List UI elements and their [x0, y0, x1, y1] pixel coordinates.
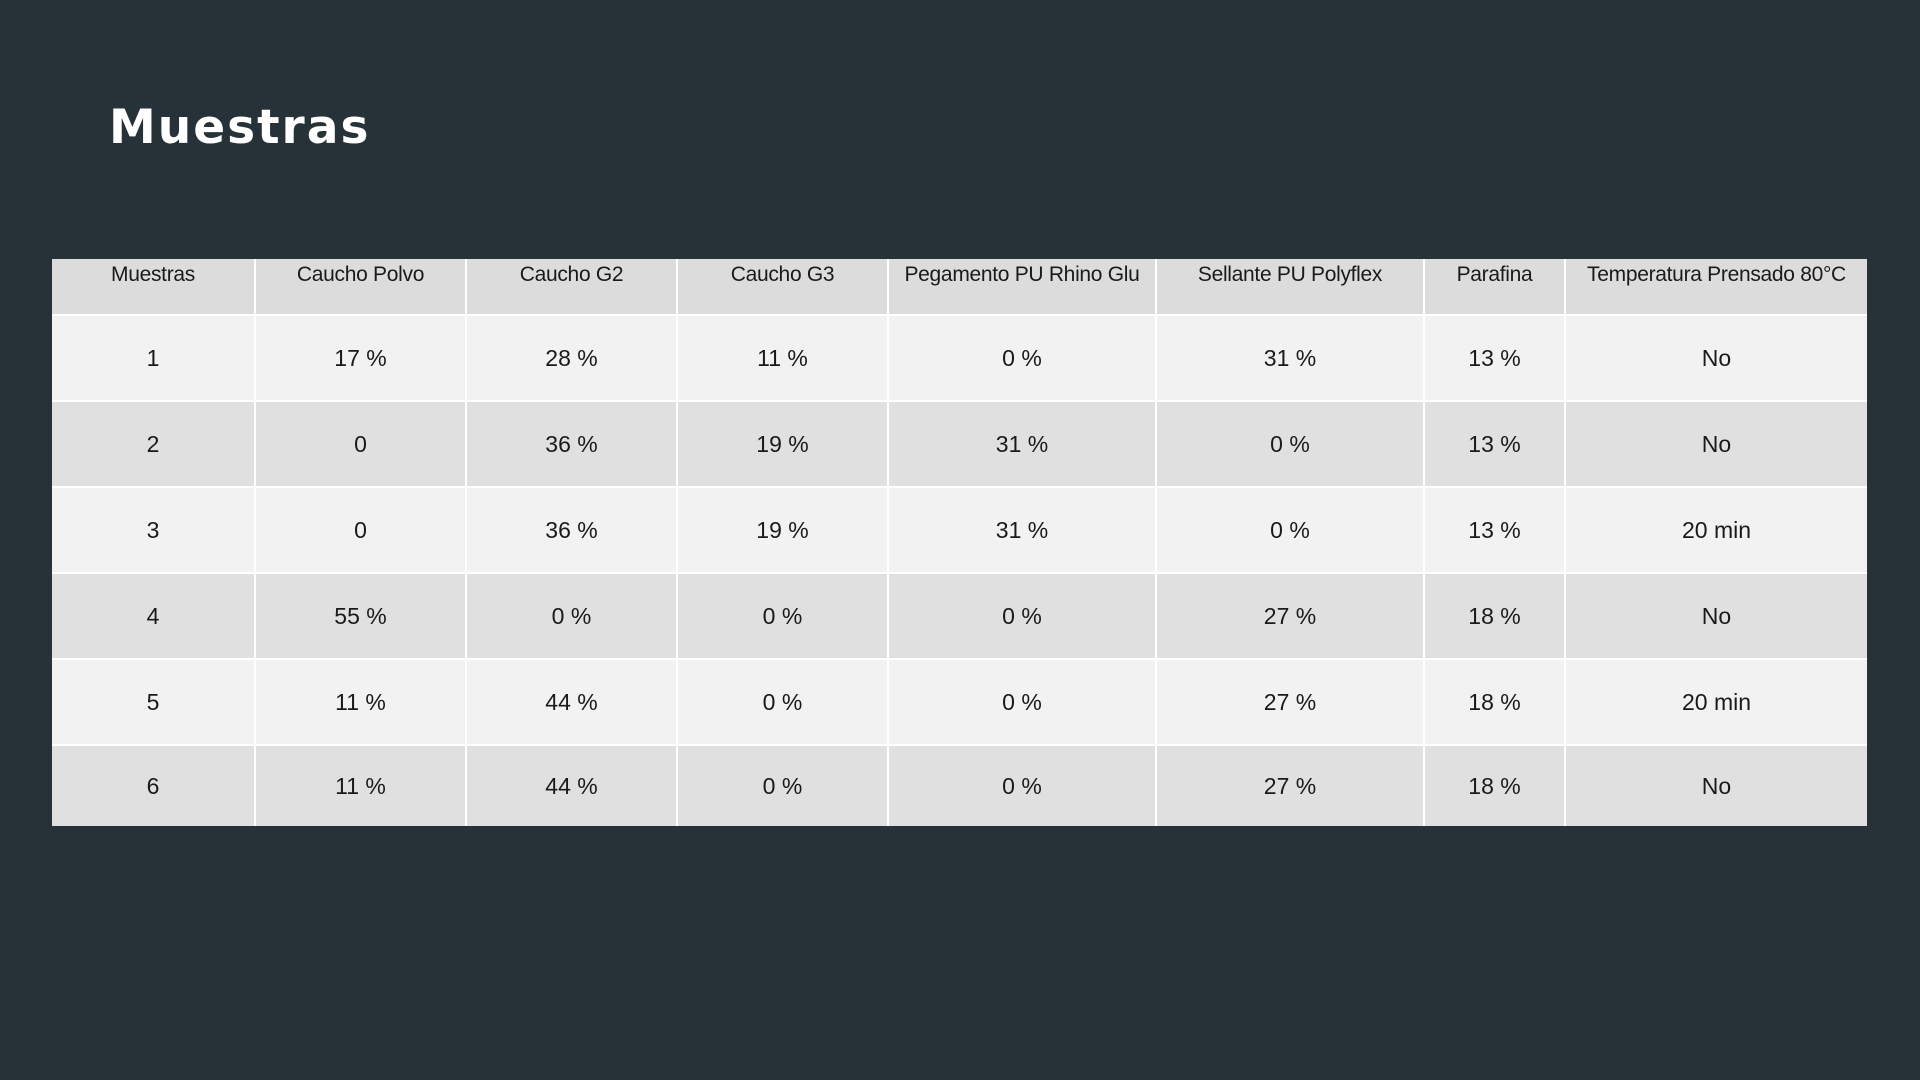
table-cell: No — [1565, 745, 1867, 826]
table-cell: 17 % — [255, 315, 466, 401]
column-header: Caucho G2 — [466, 259, 677, 315]
table-cell: 18 % — [1424, 573, 1565, 659]
table-cell: 0 % — [466, 573, 677, 659]
table-cell: 36 % — [466, 401, 677, 487]
table-row — [52, 487, 1867, 573]
table-cell: 11 % — [255, 745, 466, 826]
table-cell: 20 min — [1565, 659, 1867, 745]
column-header: Parafina — [1424, 259, 1565, 315]
table-cell: 18 % — [1424, 659, 1565, 745]
table-row — [52, 659, 1867, 745]
table-cell: 5 — [52, 659, 255, 745]
table-cell: 0 % — [1156, 401, 1424, 487]
column-header: Sellante PU Polyflex — [1156, 259, 1424, 315]
table-cell: No — [1565, 573, 1867, 659]
table-cell: 13 % — [1424, 401, 1565, 487]
table-cell: 0 % — [888, 659, 1156, 745]
table-cell: 19 % — [677, 401, 888, 487]
table-row — [52, 745, 1867, 826]
table-cell: 11 % — [255, 659, 466, 745]
table-cell: 0 % — [677, 573, 888, 659]
table-cell: 2 — [52, 401, 255, 487]
table-cell: 4 — [52, 573, 255, 659]
table-cell: 6 — [52, 745, 255, 826]
column-header: Pegamento PU Rhino Glu — [888, 259, 1156, 315]
column-header: Caucho G3 — [677, 259, 888, 315]
column-header: Temperatura Prensado 80°C — [1565, 259, 1867, 315]
samples-table-container — [52, 259, 1867, 826]
table-cell: 11 % — [677, 315, 888, 401]
table-cell: 0 % — [888, 315, 1156, 401]
table-cell: 13 % — [1424, 315, 1565, 401]
table-cell: 36 % — [466, 487, 677, 573]
table-cell: 19 % — [677, 487, 888, 573]
table-cell: 28 % — [466, 315, 677, 401]
table-header-row — [52, 259, 1867, 315]
table-cell: No — [1565, 401, 1867, 487]
table-cell: 27 % — [1156, 745, 1424, 826]
table-cell: 0 % — [888, 573, 1156, 659]
table-cell: No — [1565, 315, 1867, 401]
table-cell: 13 % — [1424, 487, 1565, 573]
table-cell: 44 % — [466, 745, 677, 826]
table-cell: 0 % — [677, 659, 888, 745]
table-row — [52, 315, 1867, 401]
table-cell: 27 % — [1156, 659, 1424, 745]
table-cell: 1 — [52, 315, 255, 401]
page-title: Muestras — [109, 100, 371, 155]
table-cell: 0 % — [1156, 487, 1424, 573]
table-cell: 55 % — [255, 573, 466, 659]
table-cell: 0 % — [888, 745, 1156, 826]
table-cell: 18 % — [1424, 745, 1565, 826]
table-cell: 31 % — [888, 487, 1156, 573]
table-cell: 3 — [52, 487, 255, 573]
table-cell: 31 % — [1156, 315, 1424, 401]
table-cell: 0 — [255, 401, 466, 487]
column-header: Caucho Polvo — [255, 259, 466, 315]
table-cell: 31 % — [888, 401, 1156, 487]
table-row — [52, 401, 1867, 487]
table-cell: 27 % — [1156, 573, 1424, 659]
table-row — [52, 573, 1867, 659]
column-header: Muestras — [52, 259, 255, 315]
samples-table — [52, 259, 1867, 826]
table-cell: 20 min — [1565, 487, 1867, 573]
table-cell: 0 % — [677, 745, 888, 826]
table-cell: 0 — [255, 487, 466, 573]
table-cell: 44 % — [466, 659, 677, 745]
